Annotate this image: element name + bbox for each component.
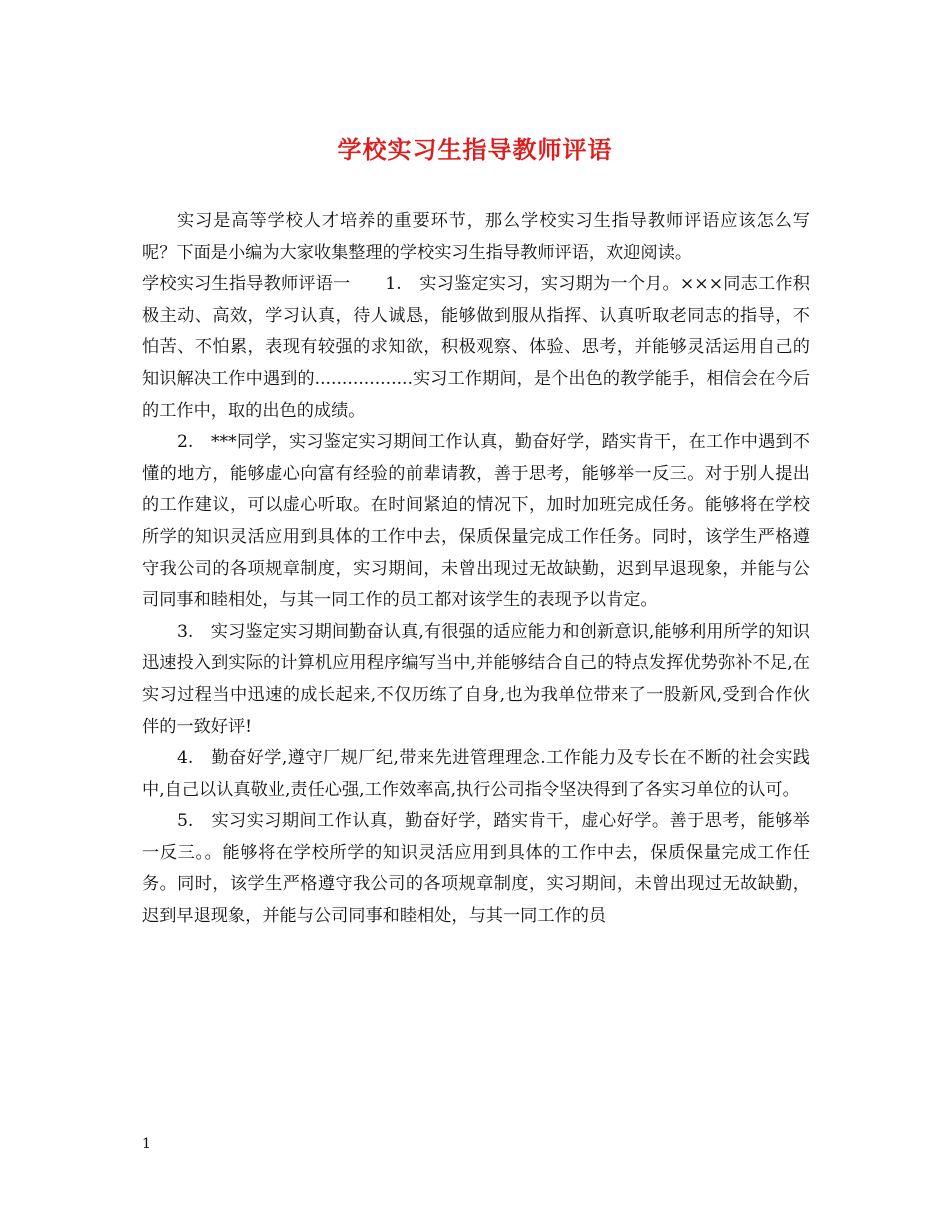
page-number: 1	[142, 1136, 151, 1152]
document-body	[142, 206, 810, 933]
intro-paragraph: 实习是高等学校人才培养的重要环节，那么学校实习生指导教师评语应该怎么写呢？下面是小编为大家收集整理的学校实习生指导教师评语，欢迎阅读。	[142, 211, 810, 263]
paragraph-1: 学校实习生指导教师评语一 1. 实习鉴定实习，实习期为一个月。×××同志工作积极主动、高效，学习认真，待人诚恳，能够做到服从指挥、认真听取老同志的指导，不怕苦、不怕累，表现有较强的求知欲，积极观察、体验、思考，并能够灵活运用自己的知识解决工作中遇到的..................实习工作期间，是个出色的教学能手，相信会在今后的工作中，取的出色的成绩。	[142, 274, 810, 421]
paragraph-2: 2. ***同学，实习鉴定实习期间工作认真，勤奋好学，踏实肯干，在工作中遇到不懂的地方，能够虚心向富有经验的前辈请教，善于思考，能够举一反三。对于别人提出的工作建议，可以虚心听取。在时间紧迫的情况下，加时加班完成任务。能够将在学校所学的知识灵活应用到具体的工作中去，保质保量完成工作任务。同时，该学生严格遵守我公司的各项规章制度，实习期间，未曾出现过无故缺勤，迟到早退现象，并能与公司同事和睦相处，与其一同工作的员工都对该学生的表现予以肯定。	[142, 432, 810, 611]
paragraph-4: 4. 勤奋好学,遵守厂规厂纪,带来先进管理理念.工作能力及专长在不断的社会实践中,自己以认真敬业,责任心强,工作效率高,执行公司指令坚决得到了各实习单位的认可。	[142, 748, 810, 800]
document-title: 学校实习生指导教师评语	[337, 135, 613, 164]
paragraph-3: 3. 实习鉴定实习期间勤奋认真,有很强的适应能力和创新意识,能够利用所学的知识迅速投入到实际的计算机应用程序编写当中,并能够结合自己的特点发挥优势弥补不足,在实习过程当中迅速的成长起来,不仅历练了自身,也为我单位带来了一股新风,受到合作伙伴的一致好评!	[142, 621, 810, 737]
paragraph-5: 5. 实习实习期间工作认真，勤奋好学，踏实肯干，虚心好学。善于思考，能够举一反三。。能够将在学校所学的知识灵活应用到具体的工作中去，保质保量完成工作任务。同时，该学生严格遵守我公司的各项规章制度，实习期间，未曾出现过无故缺勤，迟到早退现象，并能与公司同事和睦相处，与其一同工作的员	[142, 811, 810, 927]
